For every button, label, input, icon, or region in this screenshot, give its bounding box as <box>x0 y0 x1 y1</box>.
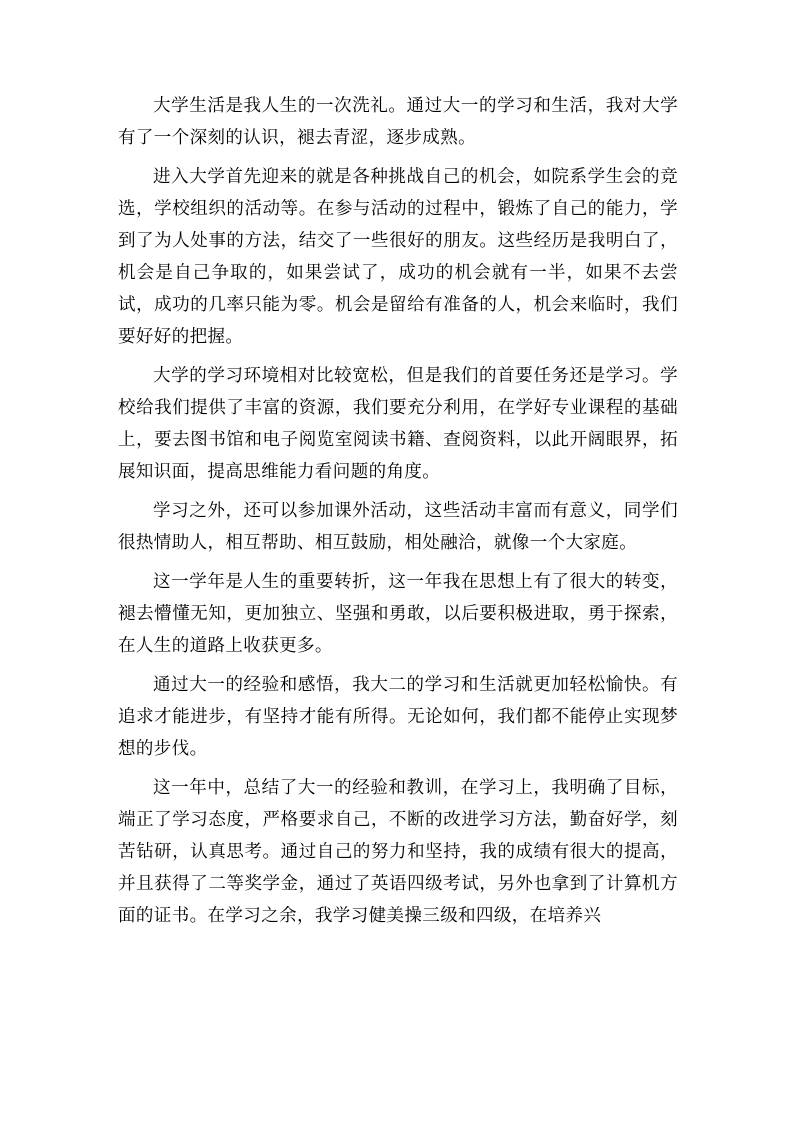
paragraph-2: 进入大学首先迎来的就是各种挑战自己的机会，如院系学生会的竞选，学校组织的活动等。在参与活动的过程中，锻炼了自己的能力，学到了为人处事的方法，结交了一些很好的朋友。这些经历是我明白了，机会是自己争取的，如果尝试了，成功的机会就有一半，如果不去尝试，成功的几率只能为零。机会是留给有准备的人，机会来临时，我们要好好的把握。 <box>118 167 678 347</box>
paragraph-1: 大学生活是我人生的一次洗礼。通过大一的学习和生活，我对大学有了一个深刻的认识，褪去青涩，逐步成熟。 <box>118 96 678 148</box>
paragraph-4: 学习之外，还可以参加课外活动，这些活动丰富而有意义，同学们很热情助人，相互帮助、相互鼓励，相处融洽，就像一个大家庭。 <box>118 501 678 553</box>
paragraph-7: 这一年中，总结了大一的经验和教训，在学习上，我明确了目标，端正了学习态度，严格要求自己，不断的改进学习方法，勤奋好学，刻苦钻研，认真思考。通过自己的努力和坚持，我的成绩有很大的提高，并且获得了二等奖学金，通过了英语四级考试，另外也拿到了计算机方面的证书。在学习之余，我学习健美操三级和四级，在培养兴 <box>118 778 678 926</box>
paragraph-5: 这一学年是人生的重要转折，这一年我在思想上有了很大的转变，褪去懵懂无知，更加独立、坚强和勇敢，以后要积极进取，勇于探索，在人生的道路上收获更多。 <box>118 572 678 656</box>
paragraph-6: 通过大一的经验和感悟，我大二的学习和生活就更加轻松愉快。有追求才能进步，有坚持才能有所得。无论如何，我们都不能停止实现梦想的步伐。 <box>118 675 678 759</box>
paragraph-3: 大学的学习环境相对比较宽松，但是我们的首要任务还是学习。学校给我们提供了丰富的资源，我们要充分利用，在学好专业课程的基础上，要去图书馆和电子阅览室阅读书籍、查阅资料，以此开阔眼界，拓展知识面，提高思维能力看问题的角度。 <box>118 366 678 482</box>
document-body <box>118 90 678 939</box>
